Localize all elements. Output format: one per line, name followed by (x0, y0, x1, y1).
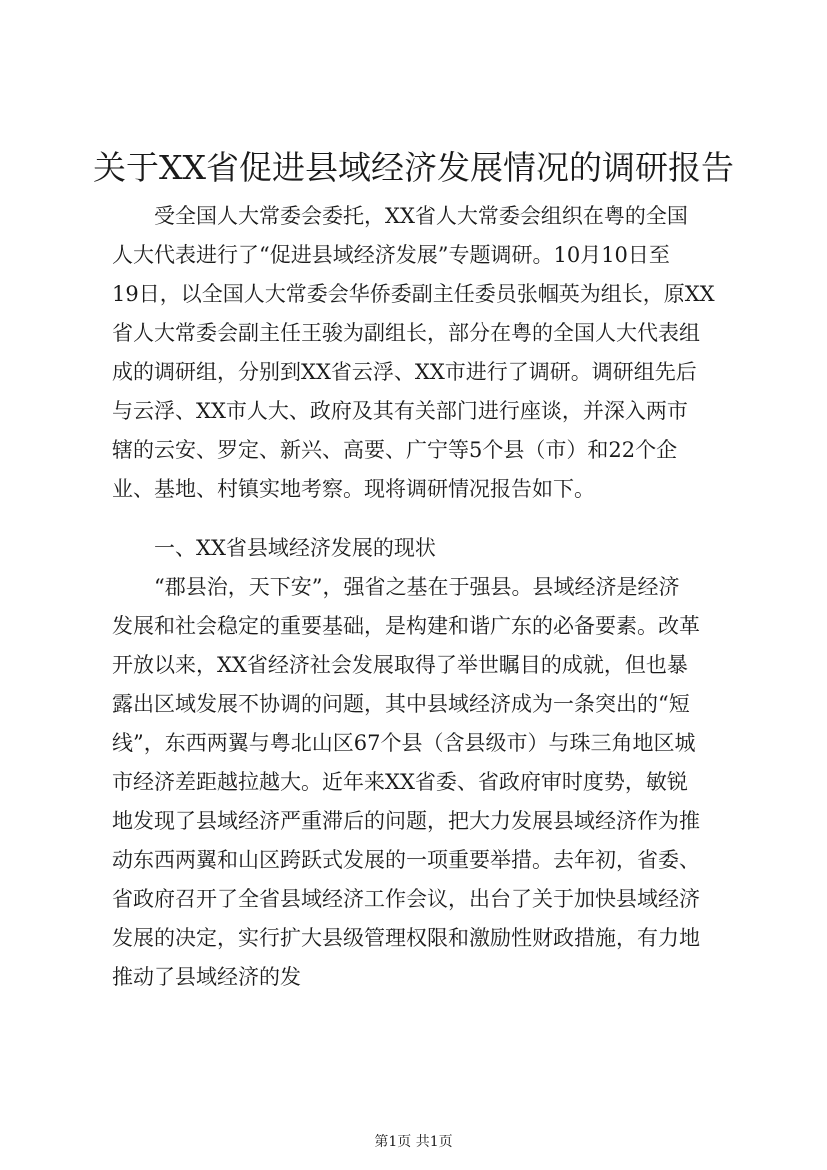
body-line: 线”，东西两翼与粤北山区67个县（含县级市）与珠三角地区城 (112, 731, 696, 755)
body-line: “郡县治，天下安”，强省之基在于强县。县域经济是经济 (112, 575, 680, 599)
body-line: 发展的决定，实行扩大县级管理权限和激励性财政措施，有力地 (112, 926, 700, 950)
body-line: 地发现了县域经济严重滞后的问题，把大力发展县域经济作为推 (112, 809, 700, 833)
body-line: 开放以来，XX省经济社会发展取得了举世瞩目的成就，但也暴 (112, 653, 688, 677)
body-line: 辖的云安、罗定、新兴、高要、广宁等5个县（市）和22个企 (112, 438, 678, 462)
body-line: 省政府召开了全省县域经济工作会议，出台了关于加快县域经济 (112, 887, 700, 911)
body-line: 受全国人大常委会委托，XX省人大常委会组织在粤的全国 (112, 204, 688, 228)
body-line: 动东西两翼和山区跨跃式发展的一项重要举措。去年初，省委、 (112, 848, 700, 872)
section-heading: 一、XX省县域经济发展的现状 (112, 536, 436, 560)
body-line: 业、基地、村镇实地考察。现将调研情况报告如下。 (112, 477, 595, 501)
body-line: 省人大常委会副主任王骏为副组长，部分在粤的全国人大代表组 (112, 321, 700, 345)
body-line: 人大代表进行了“促进县域经济发展”专题调研。10月10日至 (112, 243, 670, 267)
page-footer: 第1页 共1页 (374, 1134, 453, 1150)
body-line: 与云浮、XX市人大、政府及其有关部门进行座谈，并深入两市 (112, 399, 688, 423)
body-line: 19日，以全国人大常委会华侨委副主任委员张帼英为组长，原XX (112, 282, 715, 306)
body-line: 推动了县域经济的发 (112, 965, 301, 989)
body-line: 市经济差距越拉越大。近年来XX省委、省政府审时度势，敏锐 (112, 770, 688, 794)
body-line: 露出区域发展不协调的问题，其中县域经济成为一条突出的“短 (112, 692, 690, 716)
body-line: 发展和社会稳定的重要基础，是构建和谐广东的必备要素。改革 (112, 614, 700, 638)
document-title: 关于XX省促进县域经济发展情况的调研报告 (93, 148, 734, 187)
body-line: 成的调研组，分别到XX省云浮、XX市进行了调研。调研组先后 (112, 360, 697, 384)
